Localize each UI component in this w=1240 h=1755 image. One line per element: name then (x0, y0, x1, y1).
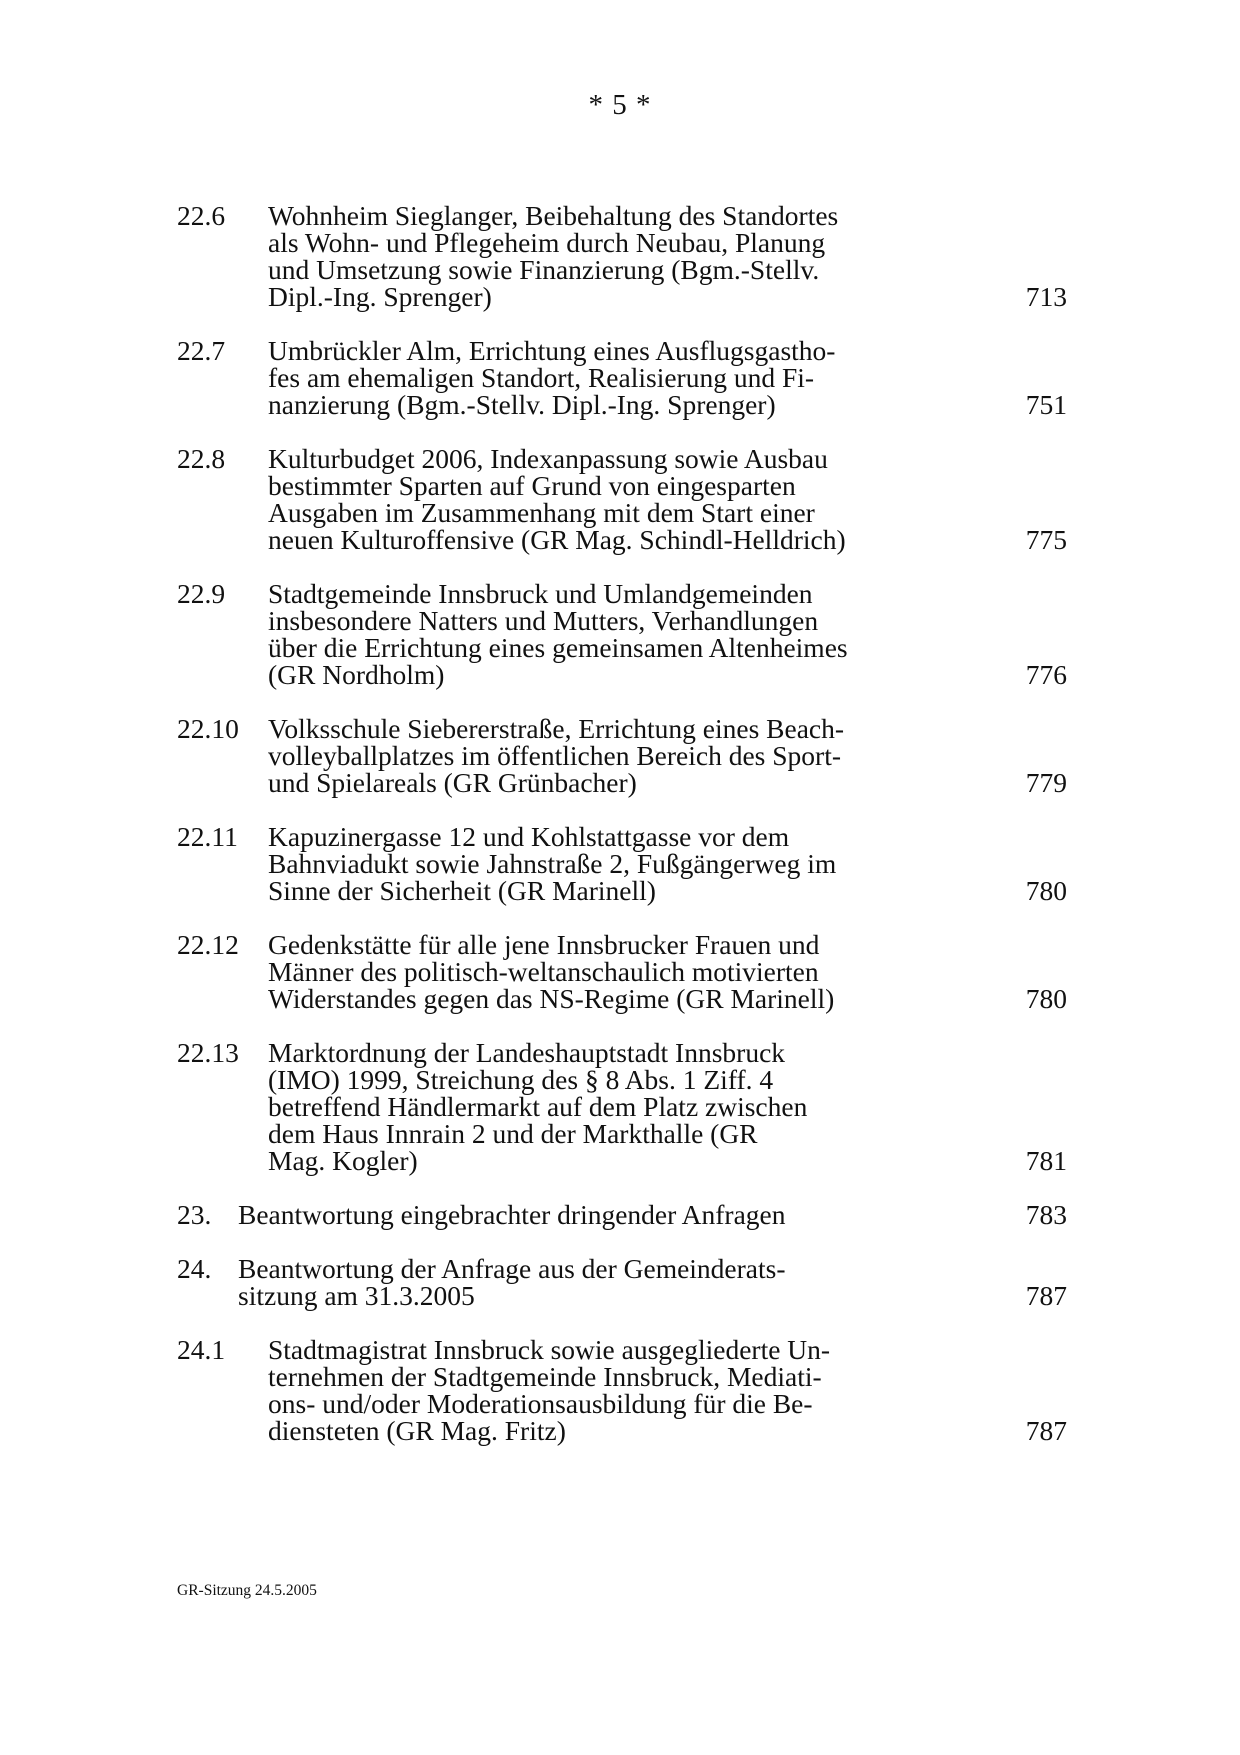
toc-entry-title: Marktordnung der Landeshauptstadt Innsbruck (IMO) 1999, Streichung des § 8 Abs. 1 Ziff. 4 betreffend Händlermarkt auf dem Platz zwischen dem Haus Innrain 2 und der Markthalle (GR Mag. Kogler) (268, 1037, 808, 1176)
toc-entry-title: Kulturbudget 2006, Indexanpassung sowie Ausbau bestimmter Sparten auf Grund von eingesparten Ausgaben im Zusammenhang mit dem Start einer neuen Kulturoffensive (GR Mag. Schindl-Helldrich) (268, 443, 846, 555)
toc-entry-number: 22.10 (177, 713, 239, 744)
toc-entry-page: 780 (1025, 983, 1067, 1014)
toc-entry (177, 202, 1067, 310)
toc-entry (177, 445, 1067, 553)
toc-entry-page: 713 (1025, 281, 1067, 312)
toc-entry-number: 22.11 (177, 821, 238, 852)
toc-entry-title: Stadtmagistrat Innsbruck sowie ausgegliederte Un- ternehmen der Stadtgemeinde Innsbruck, Mediati- ons- und/oder Moderationsausbildung für die Be- diensteten (GR Mag. Fritz) (268, 1334, 831, 1446)
toc-entry-number: 24.1 (177, 1334, 226, 1365)
toc-entry (177, 823, 1067, 904)
footer-session-label: GR-Sitzung 24.5.2005 (177, 1582, 317, 1599)
toc-entry-page: 751 (1025, 389, 1067, 420)
toc-entry-page: 787 (1025, 1280, 1067, 1311)
toc-entry-title: Beantwortung der Anfrage aus der Gemeinderats- sitzung am 31.3.2005 (238, 1253, 786, 1311)
page-number-marker: * 5 * (588, 89, 652, 121)
toc-entry-title: Umbrückler Alm, Errichtung eines Ausflugsgastho- fes am ehemaligen Standort, Realisierung und Fi- nanzierung (Bgm.-Stellv. Dipl.-Ing. Sprenger) (268, 335, 836, 420)
toc-entry-title: Wohnheim Sieglanger, Beibehaltung des Standortes als Wohn- und Pflegeheim durch Neubau, Planung und Umsetzung sowie Finanzierung (Bgm.-Stellv. Dipl.-Ing. Sprenger) (268, 200, 839, 312)
toc-entry-page: 775 (1025, 524, 1067, 555)
toc-entry-page: 779 (1025, 767, 1067, 798)
toc-entry-number: 24. (177, 1253, 212, 1284)
toc-entry-number: 22.6 (177, 200, 226, 231)
toc-entry-number: 23. (177, 1199, 212, 1230)
toc-entry-number: 22.9 (177, 578, 226, 609)
toc-entry-number: 22.12 (177, 929, 239, 960)
toc-entry-title: Stadtgemeinde Innsbruck und Umlandgemeinden insbesondere Natters und Mutters, Verhandlungen über die Errichtung eines gemeinsamen Altenheimes (GR Nordholm) (268, 578, 848, 690)
toc-entry-title: Kapuzinergasse 12 und Kohlstattgasse vor dem Bahnviadukt sowie Jahnstraße 2, Fußgängerweg im Sinne der Sicherheit (GR Marinell) (268, 821, 837, 906)
toc-entry-page: 781 (1025, 1145, 1067, 1176)
toc-entry-main (177, 1201, 1067, 1228)
toc-entry (177, 931, 1067, 1012)
toc-entry (177, 1039, 1067, 1174)
toc-entry (177, 580, 1067, 688)
toc-entry-title: Beantwortung eingebrachter dringender Anfragen (238, 1199, 786, 1230)
table-of-contents (177, 202, 1067, 1471)
toc-entry-main (177, 1255, 1067, 1309)
toc-entry-title: Volksschule Siebererstraße, Errichtung eines Beach- volleyballplatzes im öffentlichen Bereich des Sport- und Spielareals (GR Grünbacher) (268, 713, 845, 798)
toc-entry (177, 1336, 1067, 1444)
toc-entry (177, 337, 1067, 418)
toc-entry-page: 787 (1025, 1415, 1067, 1446)
toc-entry (177, 715, 1067, 796)
toc-entry-number: 22.7 (177, 335, 226, 366)
toc-entry-page: 776 (1025, 659, 1067, 690)
toc-entry-title: Gedenkstätte für alle jene Innsbrucker Frauen und Männer des politisch-weltanschaulich motivierten Widerstandes gegen das NS-Regime (GR Marinell) (268, 929, 835, 1014)
toc-entry-page: 783 (1025, 1199, 1067, 1230)
toc-entry-number: 22.13 (177, 1037, 239, 1068)
toc-entry-number: 22.8 (177, 443, 226, 474)
toc-entry-page: 780 (1025, 875, 1067, 906)
